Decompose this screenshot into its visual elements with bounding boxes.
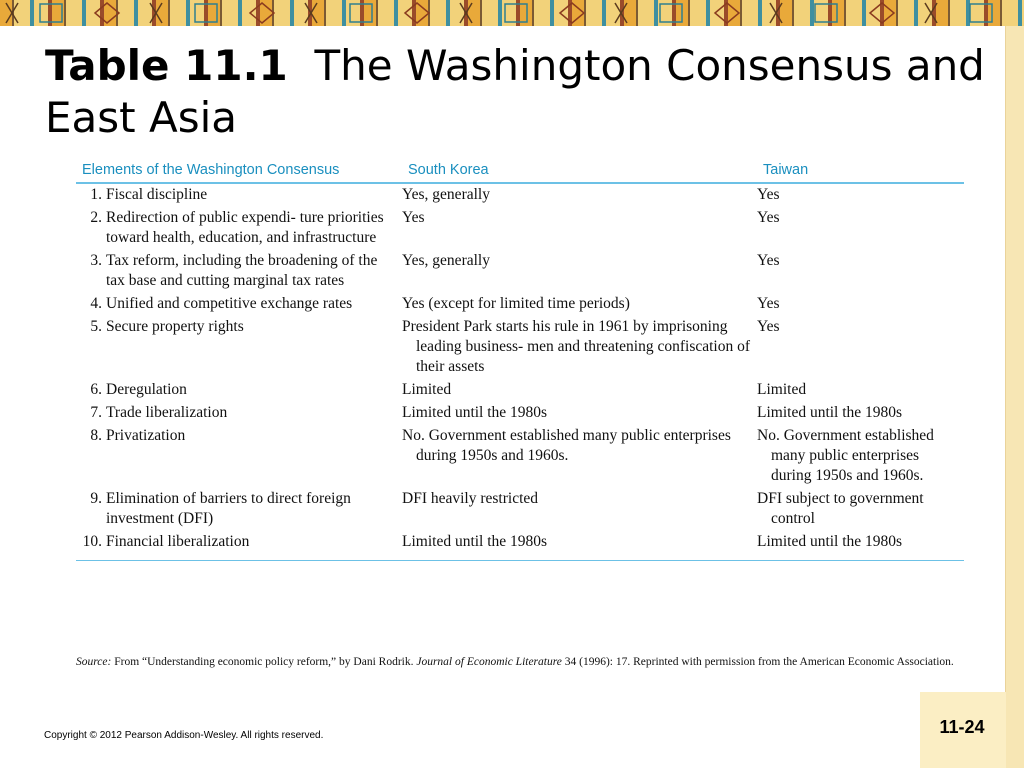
cell-taiwan: No. Government established many public enterprises during 1950s and 1960s. [757, 427, 934, 484]
element-text: Financial liberalization [106, 533, 250, 550]
element-text: Unified and competitive exchange rates [106, 295, 353, 312]
cell-taiwan: Limited until the 1980s [757, 404, 903, 421]
element-text: Tax reform, including the broadening of the tax base and cutting marginal tax rates [106, 252, 378, 289]
row-number: 6. [90, 381, 102, 398]
cell-south-korea: Yes, generally [402, 252, 490, 269]
element-text: Fiscal discipline [106, 186, 208, 203]
table-row [76, 316, 964, 379]
element-text: Deregulation [106, 381, 187, 398]
cell-taiwan: Limited until the 1980s [757, 531, 964, 561]
cell-taiwan: Yes [757, 252, 780, 269]
cell-south-korea: Yes, generally [402, 186, 490, 203]
header-taiwan: Taiwan [757, 162, 964, 183]
table-row [76, 531, 964, 561]
cell-element [76, 207, 402, 250]
title-text: The Washington Consensus and East Asia [45, 41, 985, 142]
cell-element [76, 293, 402, 316]
cell-south-korea: Limited [402, 381, 452, 398]
row-number: 10. [82, 533, 102, 550]
row-number: 9. [90, 490, 102, 507]
cell-element [76, 425, 402, 488]
cell-element [76, 488, 402, 531]
element-text: Elimination of barriers to direct foreign investment (DFI) [106, 490, 351, 527]
pattern-icon [0, 0, 1024, 26]
decorative-top-border [0, 0, 1024, 26]
table-row [76, 379, 964, 402]
table-header-row [76, 162, 964, 183]
row-number: 8. [90, 427, 102, 444]
row-number: 7. [90, 404, 102, 421]
cell-south-korea: Yes [402, 209, 425, 226]
source-pre: From “Understanding economic policy reform,” by Dani Rodrik. [114, 656, 414, 668]
header-south-korea: South Korea [402, 162, 757, 183]
element-text: Privatization [106, 427, 186, 444]
cell-taiwan: Yes [757, 209, 780, 226]
source-journal: Journal of Economic Literature [416, 656, 562, 668]
cell-taiwan: Limited [757, 381, 807, 398]
element-text: Secure property rights [106, 318, 244, 335]
cell-element [76, 379, 402, 402]
header-elements: Elements of the Washington Consensus [76, 162, 402, 183]
copyright-text: Copyright © 2012 Pearson Addison-Wesley. All rights reserved. [44, 730, 324, 741]
page-number: 11-24 [939, 717, 985, 737]
consensus-table [76, 162, 964, 561]
row-number: 1. [90, 186, 102, 203]
cell-element [76, 250, 402, 293]
table-body [76, 183, 964, 561]
cell-element [76, 316, 402, 379]
decorative-right-strip [1005, 26, 1024, 768]
cell-element [76, 183, 402, 207]
table-row [76, 488, 964, 531]
table-row [76, 250, 964, 293]
cell-element [76, 531, 402, 561]
cell-taiwan: Yes [757, 186, 780, 203]
row-number: 3. [90, 252, 102, 269]
cell-south-korea: No. Government established many public enterprises during 1950s and 1960s. [402, 427, 731, 464]
source-note [76, 654, 966, 670]
table-row [76, 293, 964, 316]
source-label: Source: [76, 656, 112, 668]
cell-south-korea: DFI heavily restricted [402, 490, 539, 507]
cell-taiwan: Yes [757, 295, 780, 312]
source-post: 34 (1996): 17. Reprinted with permission from the American Economic Association. [564, 656, 954, 668]
cell-taiwan: DFI subject to government control [757, 490, 924, 527]
cell-south-korea: Limited until the 1980s [402, 531, 757, 561]
slide-title [45, 40, 985, 144]
row-number: 5. [90, 318, 102, 335]
cell-south-korea: President Park starts his rule in 1961 by imprisoning leading business- men and threatening confiscation of their assets [402, 318, 751, 375]
table-row [76, 425, 964, 488]
cell-taiwan: Yes [757, 318, 780, 335]
row-number: 4. [90, 295, 102, 312]
table-row [76, 402, 964, 425]
title-table-number: Table 11.1 [45, 41, 288, 90]
element-text: Redirection of public expendi- ture priorities toward health, education, and infrastructure [106, 209, 384, 246]
table-row [76, 183, 964, 207]
element-text: Trade liberalization [106, 404, 228, 421]
row-number: 2. [90, 209, 102, 226]
table-row [76, 207, 964, 250]
cell-element [76, 402, 402, 425]
cell-south-korea: Yes (except for limited time periods) [402, 295, 630, 312]
cell-south-korea: Limited until the 1980s [402, 404, 548, 421]
